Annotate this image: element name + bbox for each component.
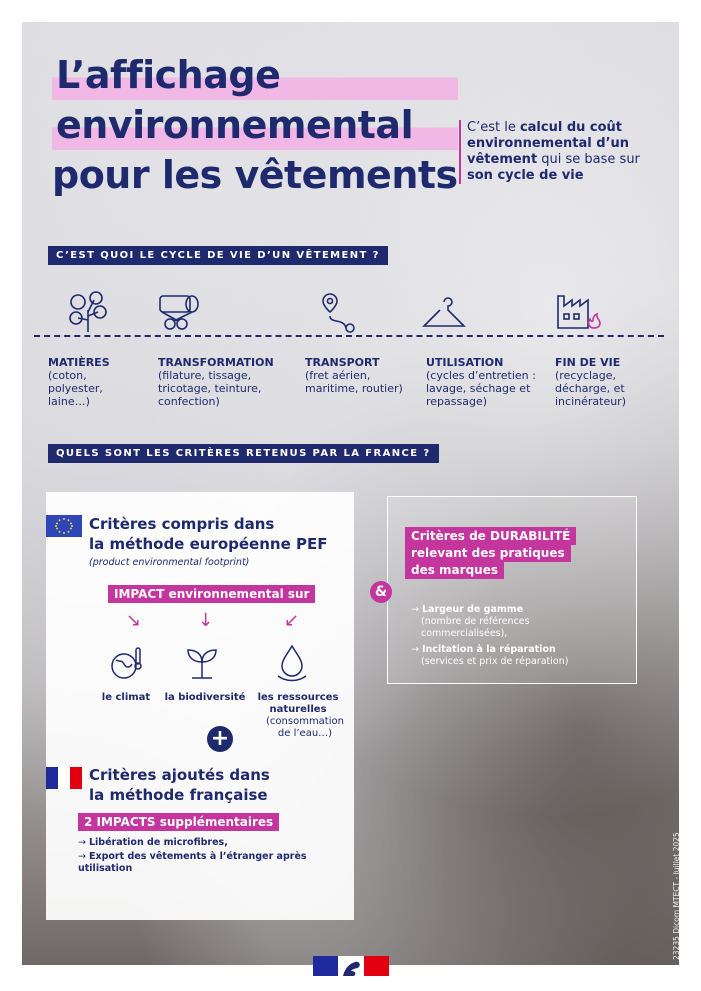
arrow-down-icon: ↘ [126, 610, 142, 631]
title-line-3: pour les vêtements [52, 153, 458, 197]
factory-fire-icon [554, 288, 602, 332]
plus-icon: + [207, 726, 233, 752]
list-item: → Incitation à la réparation [411, 644, 556, 655]
lifecycle-dashed-line [34, 335, 664, 337]
lifecycle-banner: C’EST QUOI LE CYCLE DE VIE D’UN VÊTEMENT ? [48, 246, 388, 265]
durability-tag-line-1: Critères de DURABILITÉ [405, 527, 576, 545]
poster-background [22, 22, 679, 965]
stage-utilisation: UTILISATION (cycles d’entretien : lavage, séchage et repassage) [426, 356, 536, 408]
criteria-banner: QUELS SONT LES CRITÈRES RETENUS PAR LA FRANCE ? [48, 444, 439, 463]
durability-tag-line-2: relevant des pratiques [405, 544, 571, 562]
impact-label-biodiversite: la biodiversité [164, 692, 246, 703]
water-drop-icon [272, 642, 312, 682]
intro-text: C’est le calcul du coût environnemental d’un vêtement qui se base sur son cycle de vie [459, 120, 667, 184]
fr-impacts-list [78, 837, 338, 875]
fr-criteria-title: Critères ajoutés dans la méthode française [89, 766, 270, 804]
title-line-2: environnemental [52, 100, 458, 150]
durability-list: → Largeur de gamme (nombre de références commercialisées), → Incitation à la réparation (services et prix de réparation) [411, 604, 611, 668]
impact-tag: IMPACT environnemental sur [108, 585, 315, 603]
sprout-icon [182, 642, 222, 682]
ampersand-badge: & [370, 581, 392, 603]
extra-impacts-tag: 2 IMPACTS supplémentaires [78, 813, 279, 831]
impact-label-ressources: les ressources naturelles (consommation de l’eau…) [257, 692, 344, 739]
arrow-down-icon: ↓ [198, 610, 214, 631]
stage-transport: TRANSPORT (fret aérien, maritime, routier) [305, 356, 403, 395]
marianne-logo-icon [313, 952, 389, 980]
page-title [52, 50, 458, 200]
eu-stars-icon [46, 515, 82, 537]
fr-flag-icon [46, 767, 82, 789]
list-item: → Libération de microfibres, [78, 837, 228, 848]
durability-tag-line-3: des marques [405, 561, 504, 579]
eu-criteria-title: Critères compris dans la méthode européenne PEF [89, 515, 328, 553]
cotton-plant-icon [64, 290, 112, 334]
title-line-1: L’affichage [52, 50, 458, 100]
hanger-icon [420, 294, 468, 338]
stage-matieres: MATIÈRES (coton, polyester, laine…) [48, 356, 110, 408]
list-item: → Export des vêtements à l’étranger après utilisation [78, 851, 307, 874]
eu-flag-icon [46, 515, 82, 537]
eu-criteria-subtitle: (product environmental footprint) [89, 557, 250, 568]
arrow-down-icon: ↙ [284, 610, 300, 631]
credit-text: 23235 Dicom MTECT - Juillet 2025 [672, 832, 681, 960]
list-item: → Largeur de gamme [411, 604, 524, 615]
earth-thermometer-icon [108, 644, 148, 684]
stage-transformation: TRANSFORMATION (filature, tissage, tricotage, teinture, confection) [158, 356, 274, 408]
fabric-roll-scissors-icon [156, 292, 204, 336]
stage-fin-de-vie: FIN DE VIE (recyclage, décharge, et incinérateur) [555, 356, 627, 408]
route-pin-icon [316, 290, 364, 334]
impact-label-climat: le climat [101, 692, 151, 703]
